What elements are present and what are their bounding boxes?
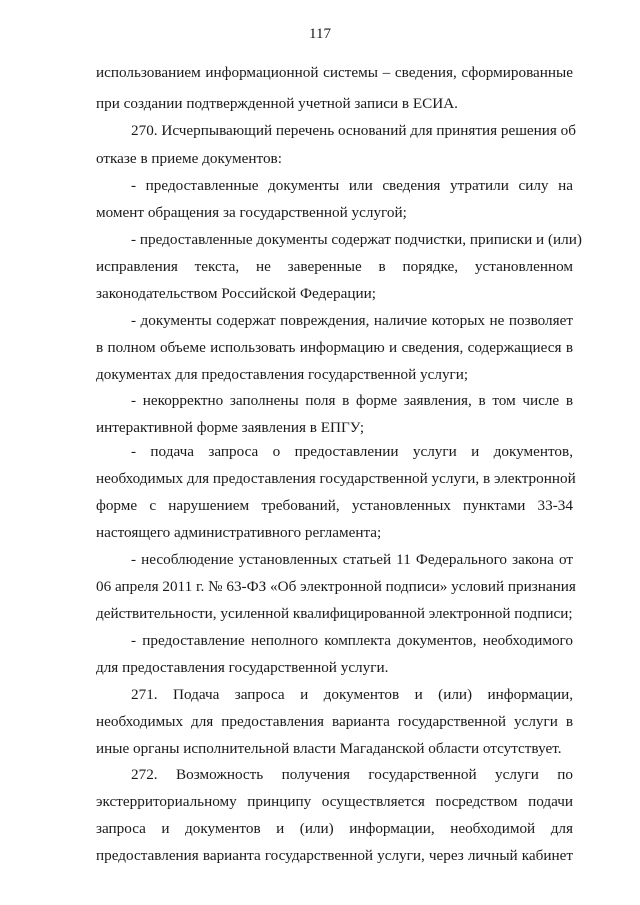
text-line: отказе в приеме документов: [96,150,282,167]
text-line: законодательством Российской Федерации; [96,285,376,302]
text-line: 06 апреля 2011 г. № 63-ФЗ «Об электронной подписи» условий признания [96,578,576,595]
text-line: для предоставления государственной услуги. [96,659,389,676]
text-line: - предоставленные документы содержат подчистки, приписки и (или) [131,231,582,248]
text-line: при создании подтвержденной учетной записи в ЕСИА. [96,95,458,112]
text-line: интерактивной форме заявления в ЕПГУ; [96,419,365,436]
page-number: 117 [309,26,331,42]
text-line: 270. Исчерпывающий перечень оснований для принятия решения об [131,122,576,139]
text-line: 272. Возможность получения государственной услуги по [131,766,573,783]
text-line: экстерриториальному принципу осуществляется посредством подачи [96,793,573,810]
text-line: использованием информационной системы – сведения, сформированные [96,64,573,81]
text-line: предоставления варианта государственной услуги, через личный кабинет [96,847,573,864]
text-line: исправления текста, не заверенные в порядке, установленном [96,258,573,275]
text-line: необходимых для предоставления варианта государственной услуги в [96,713,573,730]
text-line: 271. Подача запроса и документов и (или) информации, [131,686,573,703]
text-line: запроса и документов и (или) информации, необходимой для [96,820,573,837]
text-line: - предоставленные документы или сведения утратили силу на [131,177,573,194]
text-line: - некорректно заполнены поля в форме заявления, в том числе в [131,392,573,409]
text-line: форме с нарушением требований, установленных пунктами 33-34 [96,497,573,514]
text-line: необходимых для предоставления государственной услуги, в электронной [96,470,576,487]
text-line: момент обращения за государственной услугой; [96,204,407,221]
text-line: документах для предоставления государственной услуги; [96,366,469,383]
text-line: настоящего административного регламента; [96,524,382,541]
text-line: - предоставление неполного комплекта документов, необходимого [131,632,573,649]
text-line: иные органы исполнительной власти Магаданской области отсутствует. [96,740,562,757]
text-line: - документы содержат повреждения, наличие которых не позволяет [131,312,573,329]
text-line: в полном объеме использовать информацию и сведения, содержащиеся в [96,339,573,356]
text-line: действительности, усиленной квалифицированной электронной подписи; [96,605,573,622]
text-line: - подача запроса о предоставлении услуги и документов, [131,443,573,460]
text-line: - несоблюдение установленных статьей 11 Федерального закона от [131,551,573,568]
